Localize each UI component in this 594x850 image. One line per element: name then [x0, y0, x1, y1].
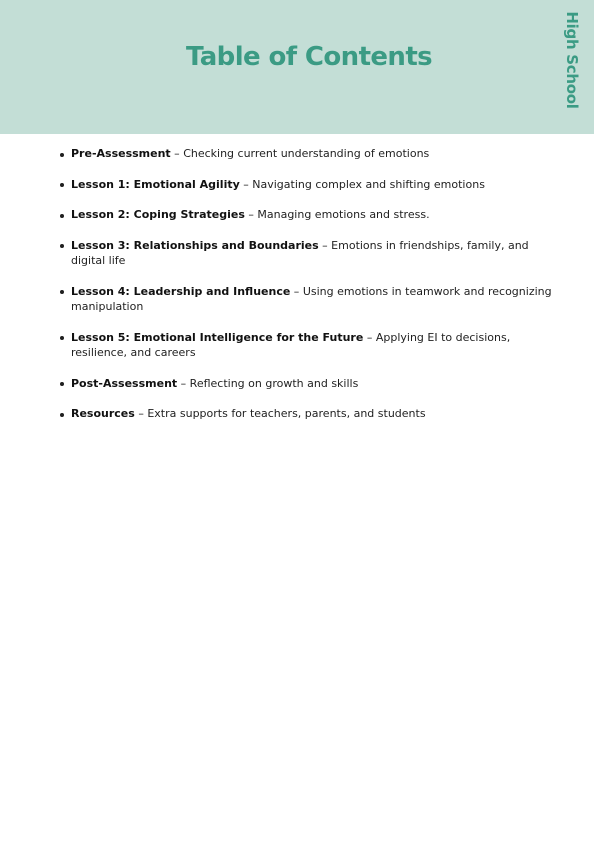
page-title: Table of Contents	[185, 42, 433, 72]
toc-item-description: Applying EI to decisions, resilience, and careers	[71, 330, 511, 359]
toc-item-label: Lesson 1: Emotional Agility	[71, 177, 240, 191]
toc-item-description: Extra supports for teachers, parents, and students	[147, 407, 426, 420]
toc-item-label: Pre-Assessment	[71, 147, 171, 160]
toc-item-description: Reflecting on growth and skills	[189, 376, 359, 390]
toc-item-lesson-4	[56, 284, 556, 315]
table-of-contents	[56, 146, 556, 437]
toc-item-separator: –	[290, 284, 303, 298]
toc-item-lesson-5	[56, 330, 556, 361]
toc-item-separator: –	[239, 177, 253, 191]
side-tab-label: High School	[563, 11, 581, 109]
toc-item-label: Lesson 3: Relationships and Boundaries	[71, 238, 319, 252]
toc-item-label: Lesson 5: Emotional Intelligence for the Future	[71, 330, 364, 344]
toc-item-separator: –	[134, 407, 148, 420]
toc-item-lesson-2	[56, 207, 556, 223]
toc-item-label: Lesson 2: Coping Strategies	[71, 208, 245, 221]
toc-item-description: Checking current understanding of emotions	[183, 147, 430, 160]
toc-item-label: Post-Assessment	[71, 376, 178, 390]
toc-item-description: Managing emotions and stress.	[257, 208, 430, 221]
toc-item-label: Lesson 4: Leadership and Influence	[71, 284, 291, 298]
toc-item-post-assessment	[56, 376, 556, 392]
toc-item-label: Resources	[71, 407, 135, 420]
toc-item-separator: –	[177, 376, 190, 390]
toc-item-separator: –	[244, 208, 258, 221]
toc-item-separator: –	[363, 330, 376, 344]
toc-item-pre-assessment	[56, 146, 556, 162]
toc-item-description: Navigating complex and shifting emotions	[252, 177, 485, 191]
toc-item-lesson-1	[56, 177, 556, 193]
toc-item-resources	[56, 406, 556, 422]
toc-item-description: Emotions in friendships, family, and digital life	[71, 238, 529, 267]
toc-item-separator: –	[170, 147, 184, 160]
toc-item-separator: –	[318, 238, 332, 252]
toc-item-lesson-3	[56, 238, 556, 269]
toc-item-description: Using emotions in teamwork and recognizing manipulation	[71, 284, 552, 313]
